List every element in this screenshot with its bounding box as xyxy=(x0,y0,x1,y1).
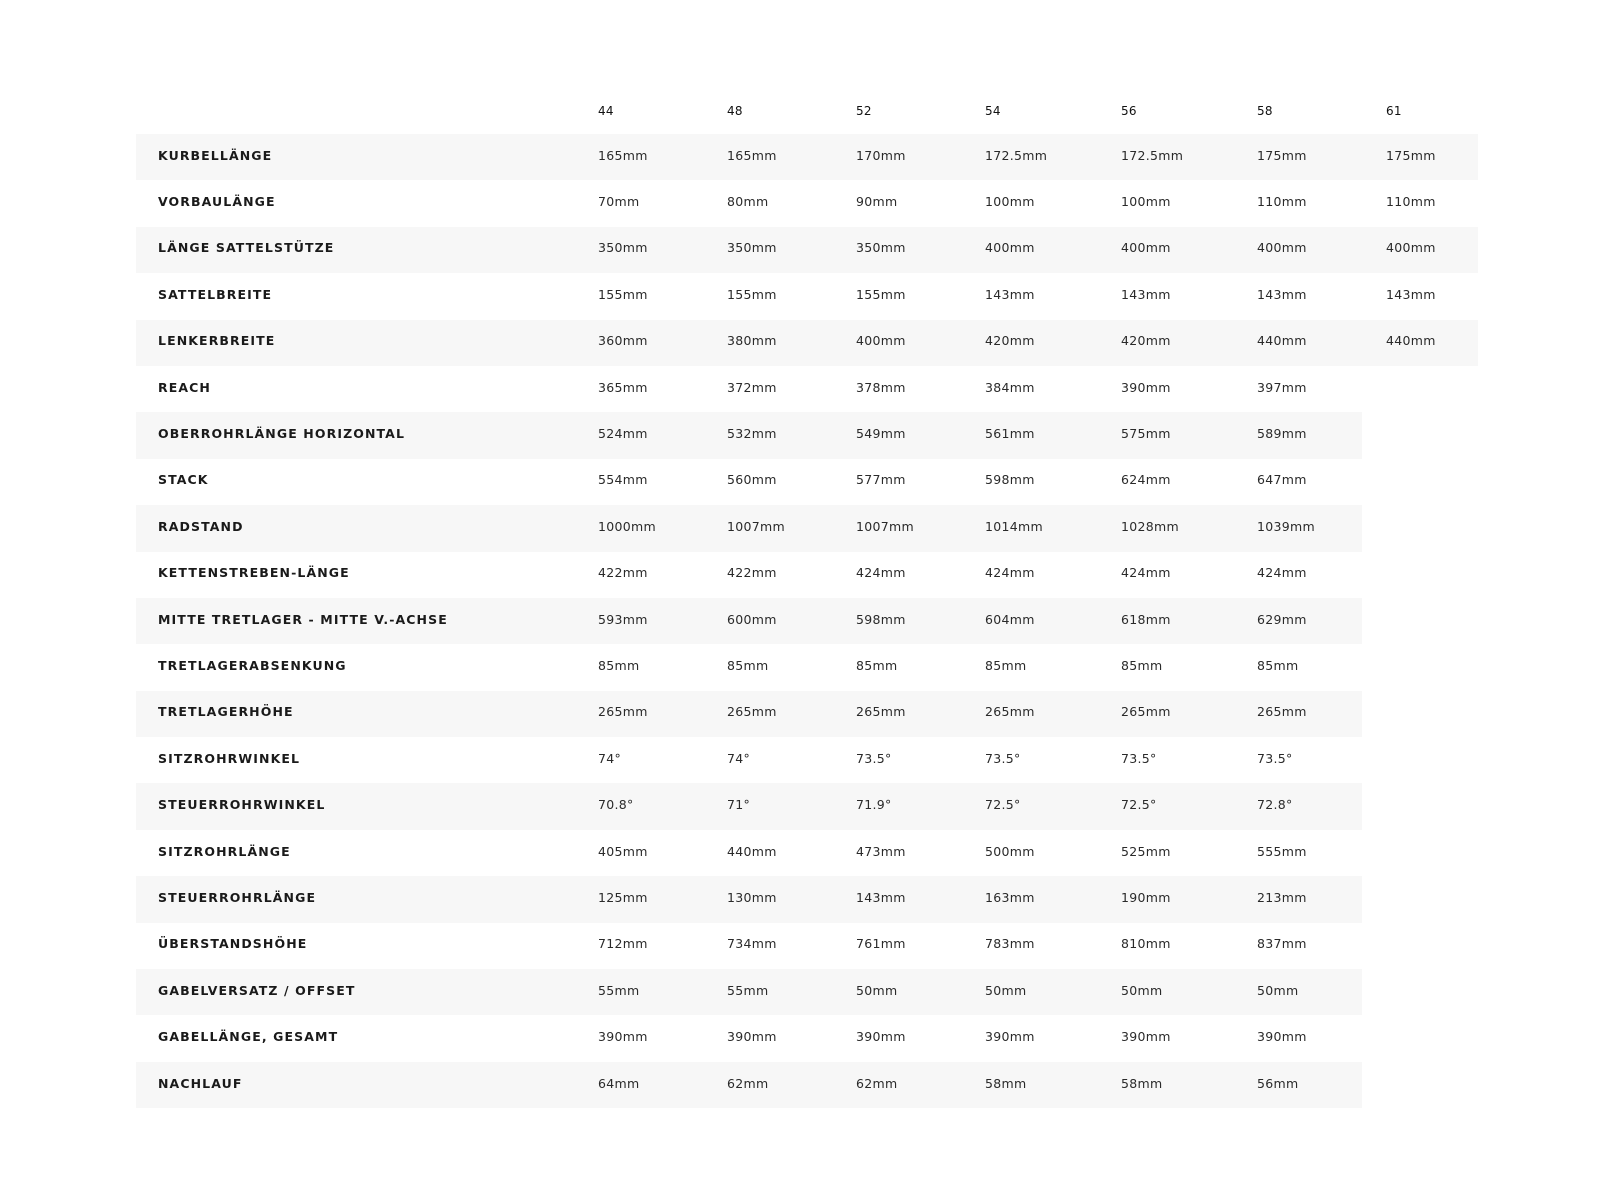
table-cell: 50mm xyxy=(856,982,898,998)
row-label: GABELVERSATZ / OFFSET xyxy=(158,982,356,998)
table-cell: 555mm xyxy=(1257,843,1307,859)
table-cell: 155mm xyxy=(727,286,777,302)
table-cell: 213mm xyxy=(1257,889,1307,905)
table-cell: 525mm xyxy=(1121,843,1171,859)
table-cell: 420mm xyxy=(985,333,1035,349)
table-cell: 575mm xyxy=(1121,426,1171,442)
table-row xyxy=(136,412,1478,458)
table-cell: 561mm xyxy=(985,426,1035,442)
table-cell: 100mm xyxy=(985,194,1035,210)
table-row xyxy=(136,644,1478,690)
row-label: KETTENSTREBEN-LÄNGE xyxy=(158,565,350,581)
table-cell: 190mm xyxy=(1121,889,1171,905)
table-cell: 420mm xyxy=(1121,333,1171,349)
table-cell: 55mm xyxy=(727,982,769,998)
table-cell: 265mm xyxy=(727,704,777,720)
table-cell: 384mm xyxy=(985,379,1035,395)
table-cell: 74° xyxy=(727,750,751,766)
table-cell: 74° xyxy=(598,750,622,766)
table-cell: 1039mm xyxy=(1257,518,1315,534)
table-cell: 85mm xyxy=(1121,657,1163,673)
table-cell: 593mm xyxy=(598,611,648,627)
table-cell: 837mm xyxy=(1257,936,1307,952)
size-header-6: 61 xyxy=(1386,104,1402,118)
table-cell: 72.8° xyxy=(1257,797,1293,813)
table-cell: 390mm xyxy=(1257,1029,1307,1045)
table-cell: 85mm xyxy=(727,657,769,673)
table-cell: 73.5° xyxy=(856,750,892,766)
table-cell: 50mm xyxy=(985,982,1027,998)
table-cell: 390mm xyxy=(1121,1029,1171,1045)
table-cell: 500mm xyxy=(985,843,1035,859)
table-row xyxy=(136,1015,1478,1061)
table-cell: 624mm xyxy=(1121,472,1171,488)
table-cell: 71° xyxy=(727,797,751,813)
table-cell: 163mm xyxy=(985,889,1035,905)
table-cell: 629mm xyxy=(1257,611,1307,627)
table-row xyxy=(136,459,1478,505)
table-cell: 64mm xyxy=(598,1075,640,1091)
table-cell: 810mm xyxy=(1121,936,1171,952)
table-cell: 473mm xyxy=(856,843,906,859)
table-cell: 532mm xyxy=(727,426,777,442)
table-cell: 400mm xyxy=(1386,240,1436,256)
size-header-1: 48 xyxy=(727,104,743,118)
table-cell: 143mm xyxy=(1386,286,1436,302)
table-cell: 265mm xyxy=(856,704,906,720)
table-cell: 143mm xyxy=(985,286,1035,302)
row-label: REACH xyxy=(158,379,211,395)
table-cell: 172.5mm xyxy=(1121,147,1184,163)
table-row xyxy=(136,923,1478,969)
table-cell: 155mm xyxy=(598,286,648,302)
table-cell: 390mm xyxy=(985,1029,1035,1045)
table-cell: 175mm xyxy=(1386,147,1436,163)
table-cell: 577mm xyxy=(856,472,906,488)
row-label: NACHLAUF xyxy=(158,1075,243,1091)
size-header-3: 54 xyxy=(985,104,1001,118)
table-cell: 62mm xyxy=(727,1075,769,1091)
row-label: TRETLAGERABSENKUNG xyxy=(158,657,347,673)
row-label: LENKERBREITE xyxy=(158,333,276,349)
table-cell: 50mm xyxy=(1121,982,1163,998)
table-cell: 143mm xyxy=(1257,286,1307,302)
table-cell: 549mm xyxy=(856,426,906,442)
table-cell: 440mm xyxy=(1386,333,1436,349)
table-row xyxy=(136,1062,1478,1108)
table-cell: 390mm xyxy=(856,1029,906,1045)
size-header-4: 56 xyxy=(1121,104,1137,118)
table-cell: 1000mm xyxy=(598,518,656,534)
table-row xyxy=(136,366,1478,412)
geometry-table xyxy=(136,88,1478,1108)
table-cell: 85mm xyxy=(985,657,1027,673)
table-cell: 85mm xyxy=(1257,657,1299,673)
row-label: STEUERROHRLÄNGE xyxy=(158,889,317,905)
table-cell: 58mm xyxy=(1121,1075,1163,1091)
size-header-0: 44 xyxy=(598,104,614,118)
table-cell: 110mm xyxy=(1257,194,1307,210)
row-label: STACK xyxy=(158,472,209,488)
table-cell: 73.5° xyxy=(1121,750,1157,766)
table-cell: 58mm xyxy=(985,1075,1027,1091)
table-cell: 170mm xyxy=(856,147,906,163)
table-cell: 80mm xyxy=(727,194,769,210)
row-label: SITZROHRWINKEL xyxy=(158,750,301,766)
table-row xyxy=(136,783,1478,829)
table-cell: 424mm xyxy=(1257,565,1307,581)
table-cell: 378mm xyxy=(856,379,906,395)
table-cell: 265mm xyxy=(1121,704,1171,720)
table-cell: 165mm xyxy=(727,147,777,163)
table-cell: 143mm xyxy=(1121,286,1171,302)
table-cell: 265mm xyxy=(985,704,1035,720)
table-cell: 390mm xyxy=(1121,379,1171,395)
table-cell: 734mm xyxy=(727,936,777,952)
table-row xyxy=(136,134,1478,180)
table-row xyxy=(136,969,1478,1015)
table-row xyxy=(136,830,1478,876)
table-cell: 554mm xyxy=(598,472,648,488)
table-row xyxy=(136,505,1478,551)
table-cell: 761mm xyxy=(856,936,906,952)
geometry-rows xyxy=(136,134,1478,1108)
table-cell: 350mm xyxy=(856,240,906,256)
table-row xyxy=(136,320,1478,366)
table-cell: 424mm xyxy=(1121,565,1171,581)
size-header-2: 52 xyxy=(856,104,872,118)
table-cell: 422mm xyxy=(598,565,648,581)
table-cell: 350mm xyxy=(598,240,648,256)
table-cell: 524mm xyxy=(598,426,648,442)
table-cell: 1014mm xyxy=(985,518,1043,534)
table-cell: 400mm xyxy=(856,333,906,349)
size-header-5: 58 xyxy=(1257,104,1273,118)
row-label: TRETLAGERHÖHE xyxy=(158,704,294,720)
table-cell: 783mm xyxy=(985,936,1035,952)
table-row xyxy=(136,598,1478,644)
row-label: GABELLÄNGE, GESAMT xyxy=(158,1029,339,1045)
row-label: RADSTAND xyxy=(158,518,244,534)
table-cell: 397mm xyxy=(1257,379,1307,395)
table-cell: 85mm xyxy=(856,657,898,673)
table-cell: 70mm xyxy=(598,194,640,210)
table-cell: 90mm xyxy=(856,194,898,210)
table-row xyxy=(136,552,1478,598)
table-cell: 72.5° xyxy=(985,797,1021,813)
table-cell: 73.5° xyxy=(1257,750,1293,766)
table-cell: 589mm xyxy=(1257,426,1307,442)
table-cell: 405mm xyxy=(598,843,648,859)
size-header-row xyxy=(136,88,1478,134)
table-row xyxy=(136,273,1478,319)
table-row xyxy=(136,737,1478,783)
table-row xyxy=(136,227,1478,273)
row-label: ÜBERSTANDSHÖHE xyxy=(158,936,308,952)
table-cell: 560mm xyxy=(727,472,777,488)
table-cell: 400mm xyxy=(1121,240,1171,256)
table-cell: 400mm xyxy=(985,240,1035,256)
table-cell: 618mm xyxy=(1121,611,1171,627)
row-label: VORBAULÄNGE xyxy=(158,194,276,210)
row-label: SATTELBREITE xyxy=(158,286,273,302)
table-cell: 1007mm xyxy=(727,518,785,534)
table-cell: 424mm xyxy=(985,565,1035,581)
table-cell: 380mm xyxy=(727,333,777,349)
table-cell: 165mm xyxy=(598,147,648,163)
table-cell: 598mm xyxy=(856,611,906,627)
table-cell: 50mm xyxy=(1257,982,1299,998)
table-cell: 155mm xyxy=(856,286,906,302)
table-cell: 1007mm xyxy=(856,518,914,534)
table-cell: 604mm xyxy=(985,611,1035,627)
table-cell: 71.9° xyxy=(856,797,892,813)
table-cell: 422mm xyxy=(727,565,777,581)
table-cell: 600mm xyxy=(727,611,777,627)
row-label: KURBELLÄNGE xyxy=(158,147,273,163)
table-cell: 110mm xyxy=(1386,194,1436,210)
table-cell: 390mm xyxy=(727,1029,777,1045)
table-cell: 440mm xyxy=(727,843,777,859)
table-cell: 647mm xyxy=(1257,472,1307,488)
table-cell: 365mm xyxy=(598,379,648,395)
row-label: MITTE TRETLAGER - MITTE V.-ACHSE xyxy=(158,611,448,627)
row-label: STEUERROHRWINKEL xyxy=(158,797,326,813)
table-cell: 360mm xyxy=(598,333,648,349)
table-row xyxy=(136,876,1478,922)
table-cell: 400mm xyxy=(1257,240,1307,256)
table-cell: 73.5° xyxy=(985,750,1021,766)
table-cell: 56mm xyxy=(1257,1075,1299,1091)
table-cell: 143mm xyxy=(856,889,906,905)
table-cell: 440mm xyxy=(1257,333,1307,349)
table-cell: 172.5mm xyxy=(985,147,1048,163)
table-cell: 72.5° xyxy=(1121,797,1157,813)
table-cell: 424mm xyxy=(856,565,906,581)
table-cell: 372mm xyxy=(727,379,777,395)
table-cell: 265mm xyxy=(598,704,648,720)
table-cell: 70.8° xyxy=(598,797,634,813)
table-cell: 100mm xyxy=(1121,194,1171,210)
table-cell: 130mm xyxy=(727,889,777,905)
table-cell: 598mm xyxy=(985,472,1035,488)
row-label: LÄNGE SATTELSTÜTZE xyxy=(158,240,335,256)
table-cell: 62mm xyxy=(856,1075,898,1091)
row-label: OBERROHRLÄNGE HORIZONTAL xyxy=(158,426,406,442)
table-cell: 175mm xyxy=(1257,147,1307,163)
row-label: SITZROHRLÄNGE xyxy=(158,843,291,859)
table-cell: 712mm xyxy=(598,936,648,952)
table-cell: 125mm xyxy=(598,889,648,905)
table-cell: 55mm xyxy=(598,982,640,998)
table-cell: 265mm xyxy=(1257,704,1307,720)
table-cell: 1028mm xyxy=(1121,518,1179,534)
table-cell: 85mm xyxy=(598,657,640,673)
table-row xyxy=(136,180,1478,226)
table-cell: 390mm xyxy=(598,1029,648,1045)
table-cell: 350mm xyxy=(727,240,777,256)
table-row xyxy=(136,691,1478,737)
